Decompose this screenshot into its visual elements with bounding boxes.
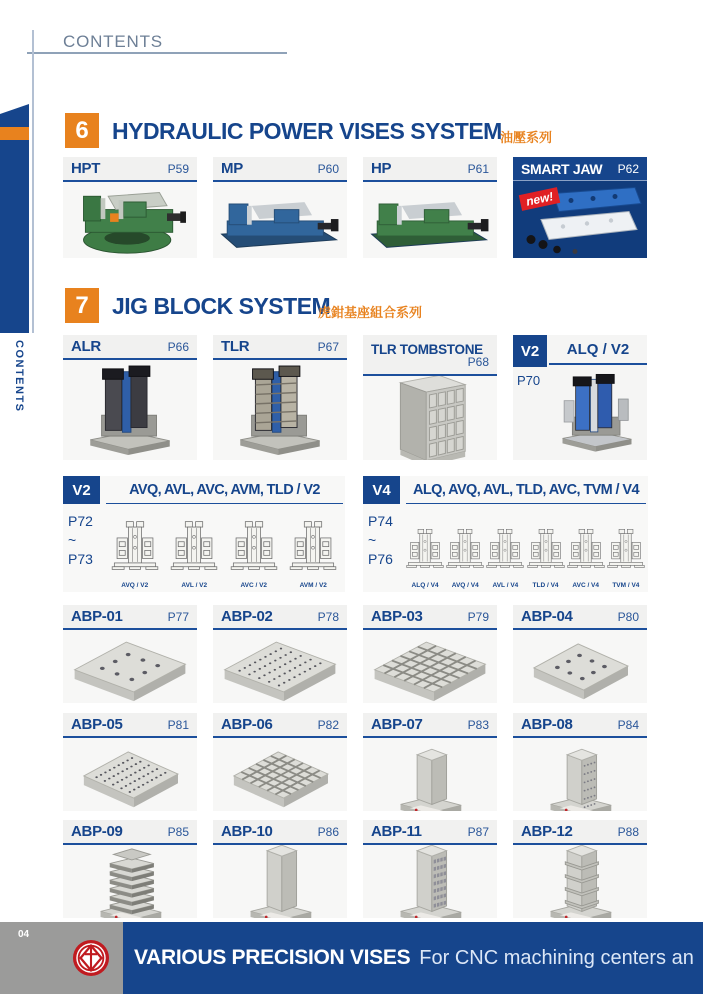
section-6-card-row [63, 157, 647, 258]
product-card-abp-09[interactable] [63, 820, 197, 918]
product-name: ABP-02 [221, 608, 273, 625]
product-name: TLR [221, 338, 250, 355]
product-image [363, 630, 497, 703]
section-7-card-row [63, 335, 647, 460]
product-page: P84 [617, 717, 639, 732]
series-item-drawing [606, 520, 646, 581]
series-item-drawing [526, 520, 566, 581]
product-page: P67 [317, 339, 339, 354]
series-item-drawing [229, 514, 279, 581]
product-card-abp-07[interactable] [363, 713, 497, 811]
abp-card-row [63, 713, 647, 811]
product-name: ABP-12 [521, 823, 573, 840]
product-image [213, 845, 347, 918]
series-item [405, 520, 445, 589]
product-page: P85 [167, 824, 189, 839]
series-page-sep: ~ [68, 532, 77, 548]
product-card-header [363, 605, 497, 630]
product-card-hpt[interactable] [63, 157, 197, 258]
series-item [229, 514, 279, 589]
product-name: ABP-05 [71, 716, 123, 733]
series-item [169, 514, 219, 589]
abp-card-row [63, 820, 647, 918]
product-name: ALQ / V2 [549, 335, 647, 365]
series-item [110, 514, 160, 589]
product-page: P78 [317, 609, 339, 624]
product-card-header [513, 820, 647, 845]
series-item [445, 520, 485, 589]
section-6-number-badge: 6 [65, 113, 99, 148]
product-image [363, 376, 497, 460]
series-page-to: P73 [68, 551, 93, 567]
product-name: HPT [71, 160, 101, 177]
product-page: P86 [317, 824, 339, 839]
product-image [63, 360, 197, 460]
section-7-subtitle-zh: 虎鉗基座組合系列 [318, 305, 423, 320]
product-card-header [63, 157, 197, 182]
product-image [513, 181, 647, 258]
product-card-header [213, 820, 347, 845]
product-card-header [63, 713, 197, 738]
series-item-drawing [169, 514, 219, 581]
series-item-label: AVC / V2 [240, 582, 268, 589]
series-item-drawing [485, 520, 525, 581]
product-card-abp-01[interactable] [63, 605, 197, 703]
series-item [566, 520, 606, 589]
series-item-label: TVM / V4 [612, 582, 640, 589]
product-card-header [63, 335, 197, 360]
product-page: P62 [617, 161, 639, 176]
product-card-abp-06[interactable] [213, 713, 347, 811]
series-group-title: ALQ, AVQ, AVL, TLD, AVC, TVM / V4 [406, 476, 646, 504]
sidebar-ribbon-stripe [0, 127, 29, 140]
product-name: ABP-01 [71, 608, 123, 625]
series-group-pages [68, 512, 104, 569]
product-image [513, 845, 647, 918]
product-image [63, 182, 197, 258]
product-card-tlr-tombstone[interactable] [363, 335, 497, 460]
product-image [547, 365, 647, 460]
product-image [213, 738, 347, 811]
product-card-header [63, 820, 197, 845]
page-title: CONTENTS [63, 32, 163, 51]
product-page: P88 [617, 824, 639, 839]
series-group-title: AVQ, AVL, AVC, AVM, TLD / V2 [106, 476, 343, 504]
product-card-header [213, 605, 347, 630]
series-item-label: AVM / V2 [299, 582, 327, 589]
section-7-title: JIG BLOCK SYSTEM [112, 293, 331, 319]
product-image [363, 182, 497, 258]
product-card-header [363, 820, 497, 845]
series-group-v2[interactable] [63, 476, 345, 592]
v2-badge: V2 [63, 476, 100, 504]
product-card-smart-jaw[interactable] [513, 157, 647, 258]
section-7-number-badge: 7 [65, 288, 99, 323]
product-image [213, 182, 347, 258]
product-page: P81 [167, 717, 189, 732]
product-name: ABP-03 [371, 608, 423, 625]
footer-banner [134, 922, 703, 994]
product-image [63, 630, 197, 703]
v2-badge: V2 [513, 335, 547, 367]
v4-badge: V4 [363, 476, 400, 504]
product-card-header [63, 605, 197, 630]
product-card-header [513, 713, 647, 738]
product-page: P80 [617, 609, 639, 624]
series-item-label: AVC / V4 [572, 582, 599, 589]
sidebar-vertical-line [32, 30, 34, 333]
series-item-drawing [566, 520, 606, 581]
product-name: ABP-08 [521, 716, 573, 733]
series-page-from: P74 [368, 513, 393, 529]
series-item-drawing [288, 514, 338, 581]
product-page: P79 [467, 609, 489, 624]
product-page: P68 [467, 354, 489, 369]
product-name: SMART JAW [521, 160, 603, 177]
footer-title: VARIOUS PRECISION VISES [134, 946, 411, 969]
product-card-abp-03[interactable] [363, 605, 497, 703]
abp-card-row [63, 605, 647, 703]
product-card-abp-10[interactable] [213, 820, 347, 918]
footer-subtitle: For CNC machining centers an [419, 946, 694, 969]
sidebar-ribbon [0, 104, 29, 333]
series-page-to: P76 [368, 551, 393, 567]
product-card-abp-02[interactable] [213, 605, 347, 703]
product-name: TLR TOMBSTONE [371, 341, 483, 357]
product-card-abp-08[interactable] [513, 713, 647, 811]
section-6-title: HYDRAULIC POWER VISES SYSTEM [112, 118, 502, 144]
product-card-abp-04[interactable] [513, 605, 647, 703]
product-name: ABP-09 [71, 823, 123, 840]
new-badge: new! [519, 187, 561, 211]
series-item [288, 514, 338, 589]
product-name: ABP-04 [521, 608, 573, 625]
footer-page-number: 04 [18, 929, 30, 940]
series-item-drawing [110, 514, 160, 581]
series-item-label: ALQ / V4 [411, 582, 439, 589]
product-page: P77 [167, 609, 189, 624]
product-name: ABP-06 [221, 716, 273, 733]
product-name: ABP-11 [371, 823, 422, 840]
series-item [606, 520, 646, 589]
product-card-alr[interactable] [63, 335, 197, 460]
product-image [213, 360, 347, 460]
product-card-tlr[interactable] [213, 335, 347, 460]
product-name: HP [371, 160, 392, 177]
product-card-abp-12[interactable] [513, 820, 647, 918]
product-image [63, 738, 197, 811]
series-item-label: AVQ / V4 [451, 582, 479, 589]
product-card-header [363, 157, 497, 182]
product-card-header [363, 335, 497, 376]
product-image [513, 630, 647, 703]
series-item-drawing [405, 520, 445, 581]
series-page-sep: ~ [368, 532, 377, 548]
product-card-mp[interactable] [213, 157, 347, 258]
series-group-items [105, 508, 343, 589]
product-name: ABP-10 [221, 823, 273, 840]
series-item-label: AVQ / V2 [121, 582, 149, 589]
product-page: P87 [467, 824, 489, 839]
product-name: ABP-07 [371, 716, 423, 733]
product-name: ALR [71, 338, 101, 355]
section-6-subtitle-zh: 油壓系列 [500, 130, 553, 145]
series-item-label: AVL / V4 [492, 582, 519, 589]
series-group-items [405, 508, 646, 589]
product-card-header [213, 335, 347, 360]
product-card-alq-v2[interactable] [513, 335, 647, 460]
series-item [526, 520, 566, 589]
series-item-label: AVL / V2 [181, 582, 208, 589]
product-card-header [213, 713, 347, 738]
sidebar-contents-label: CONTENTS [13, 340, 25, 413]
product-card-header [513, 157, 647, 181]
series-page-from: P72 [68, 513, 93, 529]
series-item-drawing [445, 520, 485, 581]
product-image [363, 845, 497, 918]
product-card-hp[interactable] [363, 157, 497, 258]
header-underline [27, 52, 287, 54]
product-page: P83 [467, 717, 489, 732]
product-card-header [363, 713, 497, 738]
product-page: P61 [467, 161, 489, 176]
product-page: P59 [167, 161, 189, 176]
product-page: P82 [317, 717, 339, 732]
product-card-header [513, 605, 647, 630]
series-group-v4[interactable] [363, 476, 648, 592]
product-image [363, 738, 497, 811]
product-page: P70 [517, 373, 541, 388]
product-page: P66 [167, 339, 189, 354]
product-card-abp-05[interactable] [63, 713, 197, 811]
product-image [513, 738, 647, 811]
brand-logo-icon [72, 939, 110, 977]
product-image [213, 630, 347, 703]
product-name: MP [221, 160, 243, 177]
series-item [485, 520, 525, 589]
product-card-header [213, 157, 347, 182]
product-image [63, 845, 197, 918]
product-page: P60 [317, 161, 339, 176]
product-card-abp-11[interactable] [363, 820, 497, 918]
series-group-pages [368, 512, 404, 569]
series-item-label: TLD / V4 [532, 582, 559, 589]
